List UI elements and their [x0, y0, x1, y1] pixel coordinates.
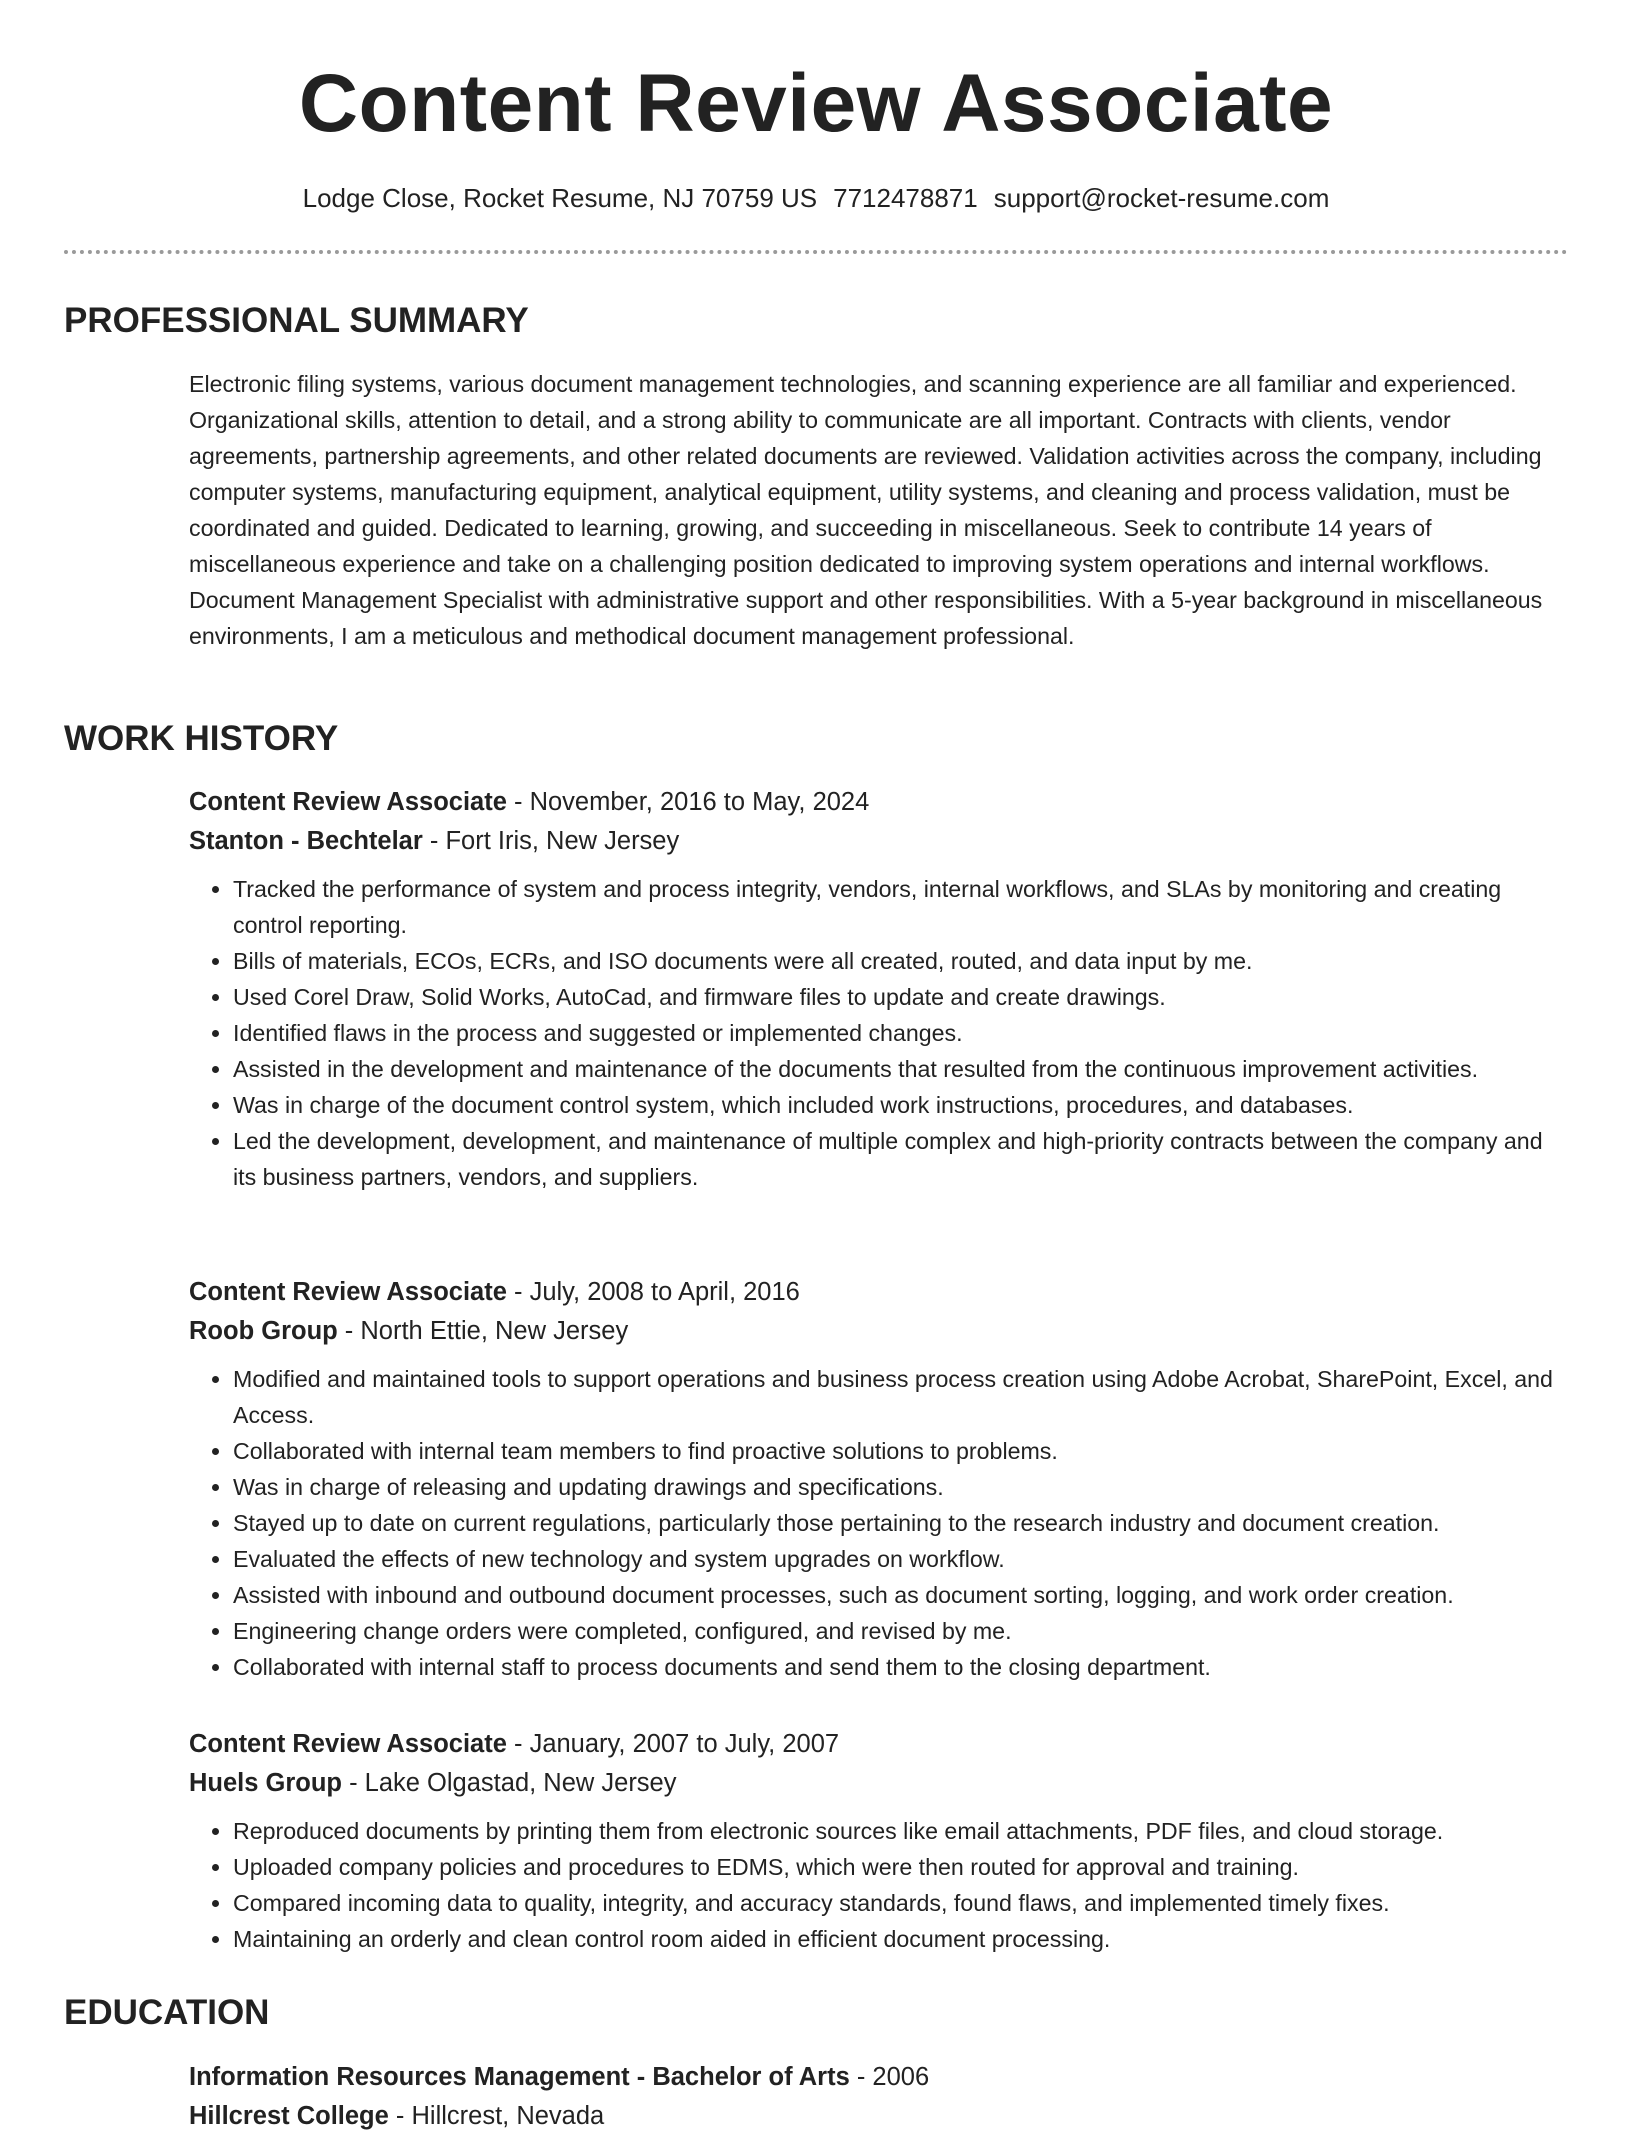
job-location: - Lake Olgastad, New Jersey [342, 1769, 677, 1797]
job-bullet: • Maintaining an orderly and clean control room aided in efficient document processing. [233, 1921, 1569, 1957]
candidate-name: Content Review Associate [298, 58, 1334, 149]
header-divider [64, 250, 1568, 254]
section-title-education: EDUCATION [64, 1993, 270, 2032]
education-degree-line [189, 2058, 1569, 2097]
section-title-summary: PROFESSIONAL SUMMARY [64, 301, 529, 340]
education-year: - 2006 [849, 2063, 930, 2091]
job-location: - Fort Iris, New Jersey [422, 827, 680, 855]
contact-email: support@rocket-resume.com [993, 183, 1330, 213]
contact-phone: 7712478871 [833, 183, 978, 213]
job-bullet: • Led the development, development, and maintenance of multiple complex and high-priority contracts between the company and its business partners, vendors, and suppliers. [233, 1123, 1569, 1195]
job-bullet: • Reproduced documents by printing them from electronic sources like email attachments, PDF files, and cloud storage. [233, 1813, 1569, 1849]
job-company: Roob Group [189, 1317, 338, 1345]
job-bullet: • Compared incoming data to quality, integrity, and accuracy standards, found flaws, and implemented timely fixes. [233, 1885, 1569, 1921]
job-dates: - November, 2016 to May, 2024 [506, 788, 870, 816]
education-entry [189, 2058, 1569, 2136]
job-title-line [189, 1725, 1569, 1764]
job-bullet: • Identified flaws in the process and suggested or implemented changes. [233, 1015, 1569, 1051]
education-degree: Information Resources Management - Bachelor of Arts [189, 2063, 850, 2091]
job-dates: - January, 2007 to July, 2007 [506, 1730, 840, 1758]
job-bullets [189, 1813, 1569, 1957]
job-company: Stanton - Bechtelar [189, 827, 423, 855]
job-bullets [189, 871, 1569, 1195]
job-bullet: • Was in charge of the document control system, which included work instructions, procedures, and databases. [233, 1087, 1569, 1123]
job-entry [189, 783, 1569, 1195]
job-company-line [189, 1312, 1569, 1351]
job-bullet: • Tracked the performance of system and process integrity, vendors, internal workflows, and SLAs by monitoring and creating control reporting. [233, 871, 1569, 943]
education-school-line [189, 2097, 1569, 2136]
job-bullet: • Assisted in the development and maintenance of the documents that resulted from the continuous improvement activities. [233, 1051, 1569, 1087]
job-role: Content Review Associate [189, 788, 507, 816]
summary-text: Electronic filing systems, various document management technologies, and scanning experience are all familiar and experienced. Organizational skills, attention to detail, and a strong ability to communicate are all important. Contracts with clients, vendor agreements, partnership agreements, and other related documents are reviewed. Validation activities across the company, including computer systems, manufacturing equipment, analytical equipment, utility systems, and cleaning and process validation, must be coordinated and guided. Dedicated to learning, growing, and succeeding in miscellaneous. Seek to contribute 14 years of miscellaneous experience and take on a challenging position dedicated to improving system operations and internal workflows. Document Management Specialist with administrative support and other responsibilities. With a 5-year background in miscellaneous environments, I am a meticulous and methodical document management professional. [189, 371, 1543, 649]
contact-address: Lodge Close, Rocket Resume, NJ 70759 US [302, 183, 818, 213]
job-entry [189, 1273, 1569, 1685]
job-title-line [189, 1273, 1569, 1312]
job-bullet: • Bills of materials, ECOs, ECRs, and ISO documents were all created, routed, and data input by me. [233, 943, 1569, 979]
job-bullet: • Engineering change orders were completed, configured, and revised by me. [233, 1613, 1569, 1649]
job-company: Huels Group [189, 1769, 343, 1797]
job-entry [189, 1725, 1569, 1957]
job-company-line [189, 1764, 1569, 1803]
job-bullet: • Collaborated with internal staff to process documents and send them to the closing department. [233, 1649, 1569, 1685]
education-school: Hillcrest College [189, 2102, 389, 2130]
job-bullets [189, 1361, 1569, 1685]
job-bullet: • Collaborated with internal team members to find proactive solutions to problems. [233, 1433, 1569, 1469]
job-bullet: • Uploaded company policies and procedures to EDMS, which were then routed for approval and training. [233, 1849, 1569, 1885]
contact-line [0, 180, 1632, 216]
section-title-work-history: WORK HISTORY [64, 719, 339, 758]
job-role: Content Review Associate [189, 1278, 507, 1306]
job-title-line [189, 783, 1569, 822]
job-bullet: • Assisted with inbound and outbound document processes, such as document sorting, logging, and work order creation. [233, 1577, 1569, 1613]
job-bullet: • Evaluated the effects of new technology and system upgrades on workflow. [233, 1541, 1569, 1577]
job-location: - North Ettie, New Jersey [337, 1317, 629, 1345]
education-location: - Hillcrest, Nevada [388, 2102, 605, 2130]
job-dates: - July, 2008 to April, 2016 [506, 1278, 800, 1306]
job-bullet: • Used Corel Draw, Solid Works, AutoCad, and firmware files to update and create drawings. [233, 979, 1569, 1015]
job-bullet: • Modified and maintained tools to support operations and business process creation using Adobe Acrobat, SharePoint, Excel, and Access. [233, 1361, 1569, 1433]
job-bullet: • Was in charge of releasing and updating drawings and specifications. [233, 1469, 1569, 1505]
job-company-line [189, 822, 1569, 861]
job-bullet: • Stayed up to date on current regulations, particularly those pertaining to the research industry and document creation. [233, 1505, 1569, 1541]
job-role: Content Review Associate [189, 1730, 507, 1758]
